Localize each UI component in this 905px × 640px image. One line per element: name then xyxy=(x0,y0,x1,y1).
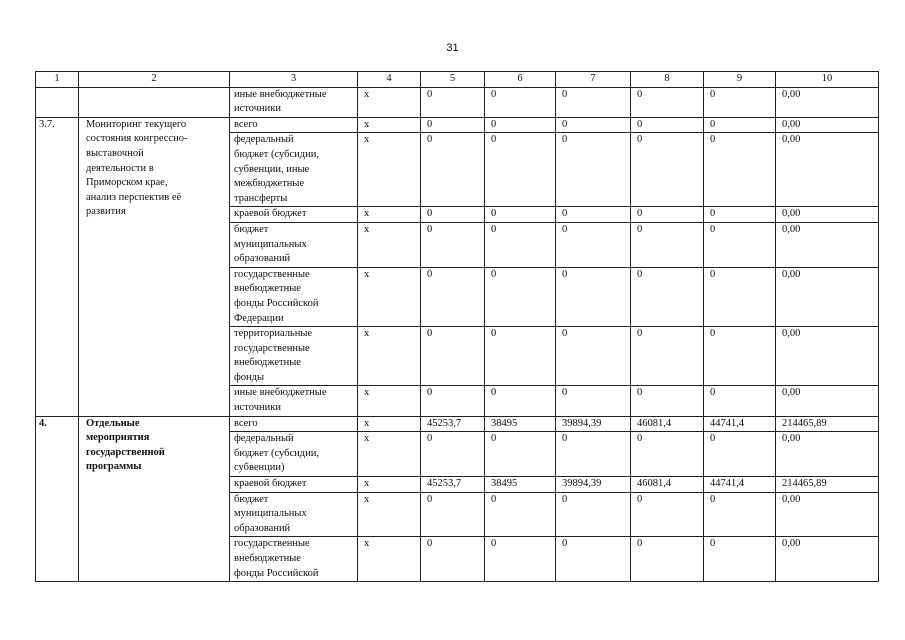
table-row xyxy=(36,416,879,432)
value-cell-col-8: 0 xyxy=(631,492,704,537)
activity-name-text: Мониторинг текущего xyxy=(86,118,187,130)
value-cell-col-10: 0,00 xyxy=(776,267,879,326)
funding-source-cell xyxy=(230,432,358,477)
value-cell-col-5: 0 xyxy=(421,267,485,326)
value-cell-col-8: 0 xyxy=(631,222,704,267)
value-cell-col-6: 0 xyxy=(485,327,556,386)
value-cell-col-5: 0 xyxy=(421,87,485,117)
funding-source-text: территориальные xyxy=(234,328,313,340)
value-cell-col-6: 0 xyxy=(485,386,556,416)
value-cell-col-5: 45253,7 xyxy=(421,477,485,493)
value-cell-col-4: x xyxy=(358,416,421,432)
value-cell-col-9: 44741,4 xyxy=(704,416,776,432)
funding-source-text: трансферты xyxy=(234,192,288,204)
value-cell-col-10: 0,00 xyxy=(776,386,879,416)
funding-source-text: муниципальных xyxy=(234,238,307,250)
value-cell-col-7: 0 xyxy=(556,492,631,537)
funding-source-cell xyxy=(230,327,358,386)
value-cell-col-10: 0,00 xyxy=(776,432,879,477)
funding-source-text: всего xyxy=(234,417,258,429)
funding-source-text: федеральный xyxy=(234,433,294,445)
funding-source-cell xyxy=(230,117,358,133)
funding-source-text: образований xyxy=(234,522,291,534)
value-cell-col-10: 0,00 xyxy=(776,207,879,223)
funding-source-text: государственные xyxy=(234,342,310,354)
value-cell-col-9: 0 xyxy=(704,133,776,207)
activity-name-cell xyxy=(79,117,230,416)
funding-source-cell xyxy=(230,386,358,416)
value-cell-col-5: 0 xyxy=(421,133,485,207)
funding-source-cell xyxy=(230,477,358,493)
value-cell-col-4: x xyxy=(358,386,421,416)
value-cell-col-9: 0 xyxy=(704,327,776,386)
activity-name-text: деятельности в xyxy=(86,162,154,174)
activity-name-text: программы xyxy=(86,461,142,473)
funding-source-text: краевой бюджет xyxy=(234,208,307,220)
value-cell-col-4: x xyxy=(358,207,421,223)
value-cell-col-6: 0 xyxy=(485,537,556,582)
value-cell-col-9: 44741,4 xyxy=(704,477,776,493)
value-cell-col-6: 0 xyxy=(485,207,556,223)
value-cell-col-4: x xyxy=(358,492,421,537)
table-body xyxy=(36,87,879,582)
funding-source-cell xyxy=(230,207,358,223)
activity-name-text: развития xyxy=(86,206,126,218)
value-cell-col-8: 0 xyxy=(631,87,704,117)
value-cell-col-4: x xyxy=(358,222,421,267)
funding-source-cell xyxy=(230,87,358,117)
value-cell-col-5: 0 xyxy=(421,117,485,133)
value-cell-col-7: 0 xyxy=(556,386,631,416)
value-cell-col-7: 0 xyxy=(556,222,631,267)
value-cell-col-5: 0 xyxy=(421,386,485,416)
value-cell-col-10: 0,00 xyxy=(776,87,879,117)
activity-name-text: мероприятия xyxy=(86,432,150,444)
value-cell-col-7: 39894,39 xyxy=(556,477,631,493)
value-cell-col-9: 0 xyxy=(704,386,776,416)
value-cell-col-10: 214465,89 xyxy=(776,416,879,432)
funding-source-text: внебюджетные xyxy=(234,283,301,295)
value-cell-col-6: 0 xyxy=(485,492,556,537)
value-cell-col-4: x xyxy=(358,477,421,493)
budget-table xyxy=(35,71,879,582)
value-cell-col-10: 0,00 xyxy=(776,117,879,133)
funding-source-text: фонды Российской xyxy=(234,567,319,579)
activity-name-text: Приморском крае, xyxy=(86,177,168,189)
value-cell-col-4: x xyxy=(358,537,421,582)
activity-name-text: выставочной xyxy=(86,147,144,159)
row-number-cell xyxy=(36,87,79,117)
funding-source-cell xyxy=(230,222,358,267)
value-cell-col-10: 0,00 xyxy=(776,133,879,207)
value-cell-col-4: x xyxy=(358,267,421,326)
funding-source-text: государственные xyxy=(234,538,310,550)
value-cell-col-6: 38495 xyxy=(485,416,556,432)
funding-source-text: иные внебюджетные xyxy=(234,88,327,100)
funding-source-text: краевой бюджет xyxy=(234,478,307,490)
value-cell-col-6: 0 xyxy=(485,117,556,133)
value-cell-col-7: 0 xyxy=(556,87,631,117)
value-cell-col-4: x xyxy=(358,133,421,207)
value-cell-col-5: 0 xyxy=(421,537,485,582)
column-header-10: 10 xyxy=(776,72,879,88)
value-cell-col-9: 0 xyxy=(704,222,776,267)
value-cell-col-5: 0 xyxy=(421,492,485,537)
activity-name-text: государственной xyxy=(86,446,165,458)
value-cell-col-9: 0 xyxy=(704,432,776,477)
value-cell-col-7: 0 xyxy=(556,117,631,133)
funding-source-text: бюджет (субсидии, xyxy=(234,447,319,459)
value-cell-col-8: 0 xyxy=(631,207,704,223)
activity-name-cell xyxy=(79,87,230,117)
funding-source-text: субвенции, иные xyxy=(234,163,310,175)
funding-source-cell xyxy=(230,267,358,326)
value-cell-col-6: 0 xyxy=(485,133,556,207)
section-number-cell: 3.7. xyxy=(36,117,79,416)
value-cell-col-5: 0 xyxy=(421,432,485,477)
value-cell-col-7: 0 xyxy=(556,267,631,326)
funding-source-cell xyxy=(230,133,358,207)
funding-source-text: государственные xyxy=(234,268,310,280)
value-cell-col-8: 0 xyxy=(631,267,704,326)
value-cell-col-6: 38495 xyxy=(485,477,556,493)
funding-source-cell xyxy=(230,492,358,537)
activity-name-text: анализ перспектив её xyxy=(86,191,182,203)
funding-source-text: внебюджетные xyxy=(234,357,301,369)
funding-source-text: федеральный xyxy=(234,134,294,146)
table-row xyxy=(36,87,879,117)
value-cell-col-6: 0 xyxy=(485,432,556,477)
funding-source-text: муниципальных xyxy=(234,508,307,520)
value-cell-col-10: 0,00 xyxy=(776,222,879,267)
value-cell-col-9: 0 xyxy=(704,207,776,223)
section-number-cell: 4. xyxy=(36,416,79,582)
value-cell-col-4: x xyxy=(358,87,421,117)
funding-source-text: бюджет (субсидии, xyxy=(234,148,319,160)
funding-source-text: Федерации xyxy=(234,312,284,324)
value-cell-col-6: 0 xyxy=(485,87,556,117)
value-cell-col-10: 0,00 xyxy=(776,537,879,582)
value-cell-col-5: 45253,7 xyxy=(421,416,485,432)
value-cell-col-8: 0 xyxy=(631,327,704,386)
funding-source-text: внебюджетные xyxy=(234,553,301,564)
value-cell-col-7: 39894,39 xyxy=(556,416,631,432)
value-cell-col-9: 0 xyxy=(704,537,776,582)
column-header-4: 4 xyxy=(358,72,421,88)
funding-source-text: источники xyxy=(234,103,281,115)
value-cell-col-8: 0 xyxy=(631,432,704,477)
value-cell-col-8: 46081,4 xyxy=(631,416,704,432)
value-cell-col-8: 46081,4 xyxy=(631,477,704,493)
funding-source-text: субвенции) xyxy=(234,462,285,474)
value-cell-col-5: 0 xyxy=(421,207,485,223)
funding-source-text: иные внебюджетные xyxy=(234,387,327,399)
table-row xyxy=(36,117,879,133)
value-cell-col-4: x xyxy=(358,117,421,133)
header-row xyxy=(36,72,879,88)
funding-source-text: межбюджетные xyxy=(234,178,305,190)
column-header-8: 8 xyxy=(631,72,704,88)
value-cell-col-7: 0 xyxy=(556,207,631,223)
column-header-7: 7 xyxy=(556,72,631,88)
value-cell-col-4: x xyxy=(358,327,421,386)
value-cell-col-8: 0 xyxy=(631,133,704,207)
column-header-6: 6 xyxy=(485,72,556,88)
page-number: 31 xyxy=(446,42,459,54)
activity-name-cell xyxy=(79,416,230,582)
value-cell-col-8: 0 xyxy=(631,537,704,582)
value-cell-col-9: 0 xyxy=(704,492,776,537)
funding-source-text: бюджет xyxy=(234,493,269,505)
value-cell-col-9: 0 xyxy=(704,267,776,326)
value-cell-col-10: 0,00 xyxy=(776,492,879,537)
value-cell-col-5: 0 xyxy=(421,222,485,267)
value-cell-col-6: 0 xyxy=(485,267,556,326)
funding-source-text: всего xyxy=(234,118,258,130)
value-cell-col-8: 0 xyxy=(631,117,704,133)
funding-source-text: источники xyxy=(234,402,281,414)
value-cell-col-6: 0 xyxy=(485,222,556,267)
value-cell-col-7: 0 xyxy=(556,537,631,582)
value-cell-col-8: 0 xyxy=(631,386,704,416)
value-cell-col-7: 0 xyxy=(556,327,631,386)
value-cell-col-9: 0 xyxy=(704,87,776,117)
funding-source-cell xyxy=(230,537,358,582)
activity-name-text: Отдельные xyxy=(86,417,140,429)
column-header-5: 5 xyxy=(421,72,485,88)
funding-source-text: образований xyxy=(234,253,291,265)
funding-source-text: бюджет xyxy=(234,223,269,235)
column-header-9: 9 xyxy=(704,72,776,88)
funding-source-text: фонды xyxy=(234,371,265,383)
value-cell-col-4: x xyxy=(358,432,421,477)
funding-source-text: фонды Российской xyxy=(234,297,319,309)
column-header-2: 2 xyxy=(79,72,230,88)
value-cell-col-10: 214465,89 xyxy=(776,477,879,493)
column-header-3: 3 xyxy=(230,72,358,88)
value-cell-col-10: 0,00 xyxy=(776,327,879,386)
funding-source-cell xyxy=(230,416,358,432)
value-cell-col-7: 0 xyxy=(556,133,631,207)
column-header-1: 1 xyxy=(36,72,79,88)
value-cell-col-7: 0 xyxy=(556,432,631,477)
activity-name-text: состояния конгрессно- xyxy=(86,133,188,145)
value-cell-col-5: 0 xyxy=(421,327,485,386)
value-cell-col-9: 0 xyxy=(704,117,776,133)
